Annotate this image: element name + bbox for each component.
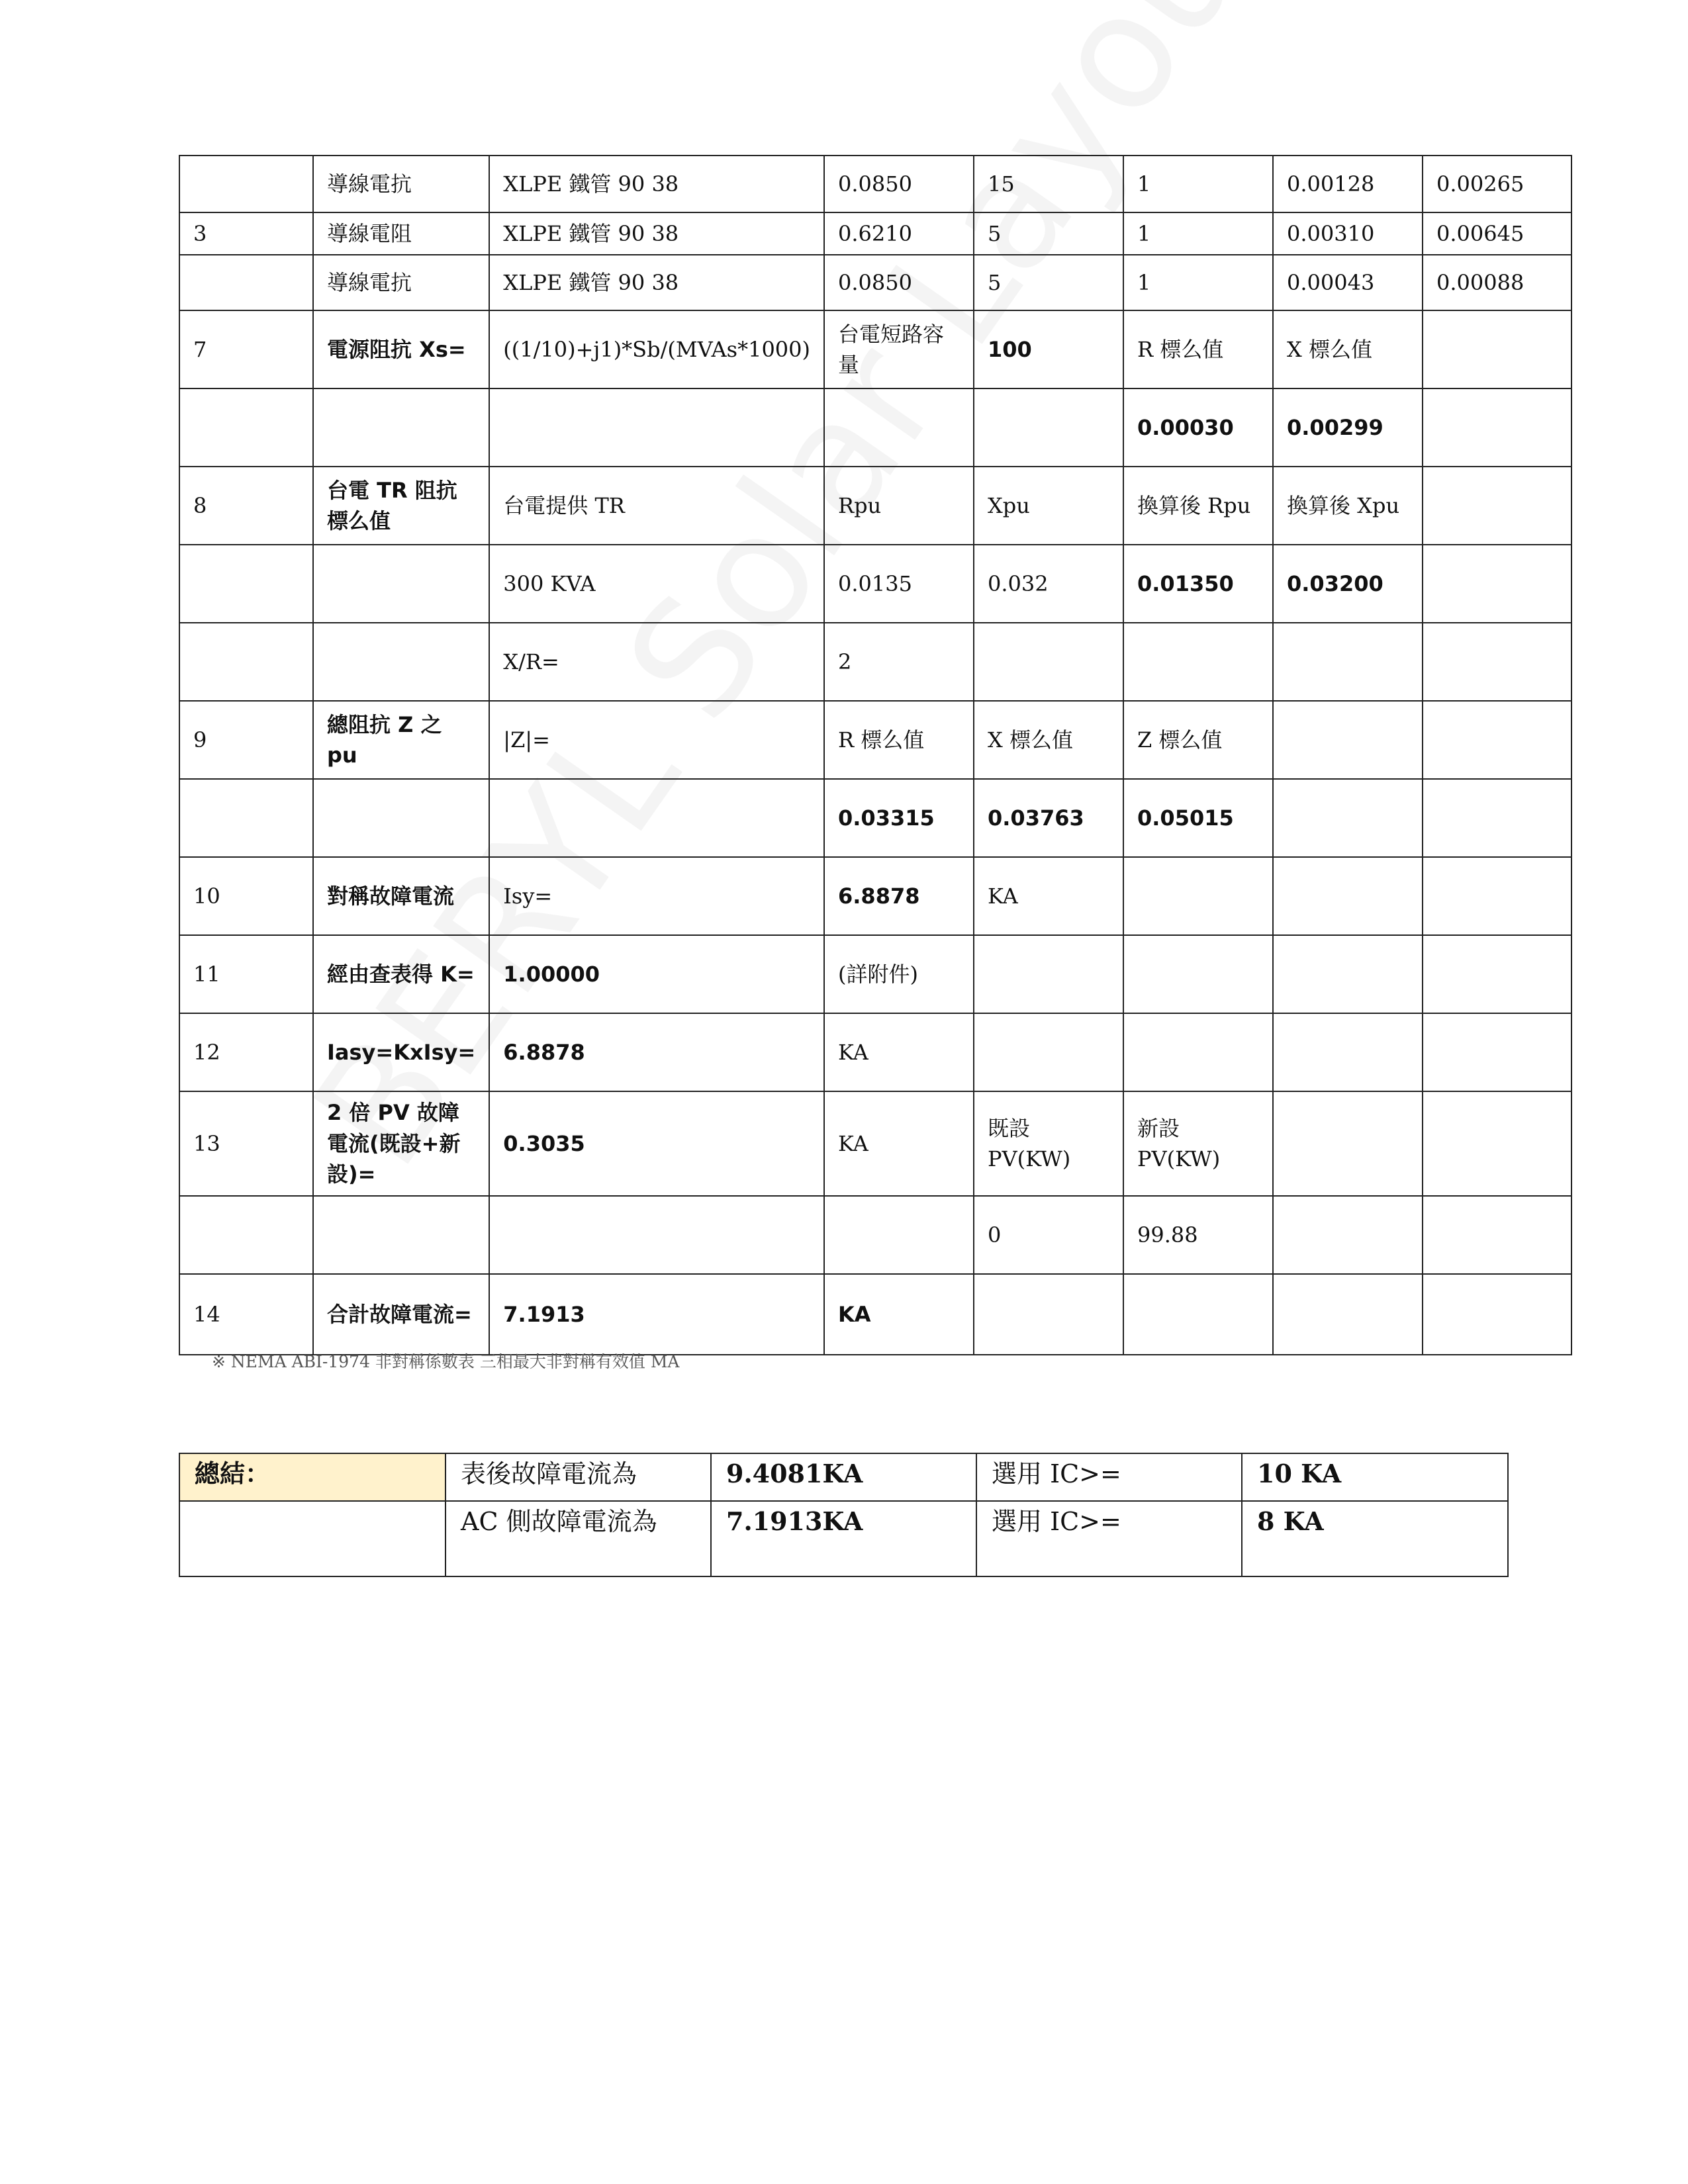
cell-value-4 (1273, 1091, 1423, 1196)
cell-value-2: 15 (974, 156, 1123, 212)
table-row (179, 857, 1571, 935)
cell-value-1: 6.8878 (824, 857, 974, 935)
cell-item-no: 10 (179, 857, 313, 935)
summary-label: 總結： (179, 1453, 445, 1501)
table-row (179, 255, 1571, 310)
cell-value-2: 5 (974, 212, 1123, 255)
cell-formula: 6.8878 (489, 1013, 824, 1091)
cell-value-1: 0.6210 (824, 212, 974, 255)
cell-value-4 (1273, 779, 1423, 857)
cell-value-2 (974, 1274, 1123, 1355)
cell-formula (489, 779, 824, 857)
cell-value-1: KA (824, 1013, 974, 1091)
cell-value-1: 0.03315 (824, 779, 974, 857)
cell-item-name: 導線電抗 (313, 255, 489, 310)
cell-value-3: 1 (1123, 212, 1273, 255)
cell-value-1 (824, 388, 974, 467)
cell-formula: X/R= (489, 623, 824, 701)
cell-value-3 (1123, 623, 1273, 701)
table-row (179, 779, 1571, 857)
cell-formula: 7.1913 (489, 1274, 824, 1355)
cell-formula (489, 388, 824, 467)
table-row (179, 310, 1571, 388)
cell-value-3 (1123, 857, 1273, 935)
cell-value-4: 0.03200 (1273, 545, 1423, 623)
cell-value-2: 0.03763 (974, 779, 1123, 857)
cell-value-1: KA (824, 1274, 974, 1355)
cell-value-3: 新設 PV(KW) (1123, 1091, 1273, 1196)
cell-value-5: 0.00088 (1423, 255, 1571, 310)
cell-value-1 (824, 1196, 974, 1274)
cell-value-2: 既設 PV(KW) (974, 1091, 1123, 1196)
summary-row (179, 1453, 1508, 1501)
table-row (179, 467, 1571, 545)
cell-value-5: 0.00645 (1423, 212, 1571, 255)
cell-value-4 (1273, 1274, 1423, 1355)
cell-value-3 (1123, 935, 1273, 1013)
cell-value-3: 0.05015 (1123, 779, 1273, 857)
cell-value-5 (1423, 467, 1571, 545)
summary-current: 7.1913KA (711, 1501, 976, 1576)
table-row (179, 935, 1571, 1013)
summary-table (179, 1453, 1509, 1577)
cell-value-3: Z 標么值 (1123, 701, 1273, 779)
table-row (179, 1196, 1571, 1274)
cell-item-name: Iasy=KxIsy= (313, 1013, 489, 1091)
cell-value-2 (974, 623, 1123, 701)
cell-value-2: 100 (974, 310, 1123, 388)
cell-value-4 (1273, 1013, 1423, 1091)
cell-value-5 (1423, 545, 1571, 623)
cell-value-2 (974, 388, 1123, 467)
cell-value-4: X 標么值 (1273, 310, 1423, 388)
cell-value-4: 0.00043 (1273, 255, 1423, 310)
footnote: ※ NEMA ABI-1974 非對稱係數表 三相最大非對稱有效值 MA (212, 1352, 680, 1371)
cell-item-no: 7 (179, 310, 313, 388)
summary-ic-rating: 10 KA (1242, 1453, 1508, 1501)
cell-value-5 (1423, 1274, 1571, 1355)
cell-value-5 (1423, 1091, 1571, 1196)
cell-formula: 300 KVA (489, 545, 824, 623)
table-row (179, 388, 1571, 467)
cell-item-no (179, 779, 313, 857)
cell-item-name: 台電 TR 阻抗標么值 (313, 467, 489, 545)
table-row (179, 156, 1571, 212)
cell-item-no: 3 (179, 212, 313, 255)
summary-label-empty (179, 1501, 445, 1576)
cell-value-2: KA (974, 857, 1123, 935)
cell-item-no (179, 156, 313, 212)
cell-value-3: 0.01350 (1123, 545, 1273, 623)
cell-value-1: (詳附件) (824, 935, 974, 1013)
summary-selection-label: 選用 IC>= (976, 1453, 1242, 1501)
cell-item-no (179, 545, 313, 623)
cell-value-5: 0.00265 (1423, 156, 1571, 212)
summary-row (179, 1501, 1508, 1576)
cell-item-name: 2 倍 PV 故障電流(既設+新設)= (313, 1091, 489, 1196)
cell-value-2: 0 (974, 1196, 1123, 1274)
cell-item-no: 12 (179, 1013, 313, 1091)
cell-item-name: 對稱故障電流 (313, 857, 489, 935)
table-row (179, 212, 1571, 255)
cell-value-5 (1423, 1196, 1571, 1274)
cell-item-no (179, 255, 313, 310)
cell-item-no: 14 (179, 1274, 313, 1355)
cell-value-3 (1123, 1013, 1273, 1091)
table-row (179, 1013, 1571, 1091)
cell-item-name: 導線電阻 (313, 212, 489, 255)
summary-current: 9.4081KA (711, 1453, 976, 1501)
cell-value-3: 0.00030 (1123, 388, 1273, 467)
table-row (179, 701, 1571, 779)
cell-value-1: 0.0850 (824, 255, 974, 310)
cell-formula: ((1/10)+j1)*Sb/(MVAs*1000) (489, 310, 824, 388)
cell-value-2: 5 (974, 255, 1123, 310)
cell-item-name (313, 623, 489, 701)
cell-value-2: X 標么值 (974, 701, 1123, 779)
cell-value-4: 0.00299 (1273, 388, 1423, 467)
cell-formula: |Z|= (489, 701, 824, 779)
cell-formula: 台電提供 TR (489, 467, 824, 545)
cell-value-3: 99.88 (1123, 1196, 1273, 1274)
cell-item-name: 經由查表得 K= (313, 935, 489, 1013)
cell-item-no: 11 (179, 935, 313, 1013)
cell-value-1: KA (824, 1091, 974, 1196)
cell-formula (489, 1196, 824, 1274)
cell-value-4: 0.00310 (1273, 212, 1423, 255)
cell-value-2: Xpu (974, 467, 1123, 545)
cell-value-1: 0.0850 (824, 156, 974, 212)
cell-item-no (179, 623, 313, 701)
cell-value-1: 台電短路容量 (824, 310, 974, 388)
cell-value-4 (1273, 857, 1423, 935)
cell-value-1: R 標么值 (824, 701, 974, 779)
summary-ic-rating: 8 KA (1242, 1501, 1508, 1576)
table-row (179, 545, 1571, 623)
cell-value-1: 2 (824, 623, 974, 701)
cell-value-2 (974, 1013, 1123, 1091)
cell-item-name (313, 1196, 489, 1274)
cell-formula: XLPE 鐵管 90 38 (489, 156, 824, 212)
cell-item-no (179, 388, 313, 467)
cell-formula: XLPE 鐵管 90 38 (489, 212, 824, 255)
summary-selection-label: 選用 IC>= (976, 1501, 1242, 1576)
cell-formula: Isy= (489, 857, 824, 935)
calculation-table (179, 155, 1572, 1355)
cell-formula: XLPE 鐵管 90 38 (489, 255, 824, 310)
cell-value-5 (1423, 857, 1571, 935)
cell-value-1: Rpu (824, 467, 974, 545)
cell-value-5 (1423, 935, 1571, 1013)
cell-item-no: 9 (179, 701, 313, 779)
cell-value-4 (1273, 701, 1423, 779)
cell-value-5 (1423, 388, 1571, 467)
cell-value-5 (1423, 310, 1571, 388)
cell-value-4: 換算後 Xpu (1273, 467, 1423, 545)
cell-value-3: 1 (1123, 156, 1273, 212)
cell-item-name: 導線電抗 (313, 156, 489, 212)
cell-item-no: 8 (179, 467, 313, 545)
cell-value-4: 0.00128 (1273, 156, 1423, 212)
cell-value-2: 0.032 (974, 545, 1123, 623)
cell-value-3: 1 (1123, 255, 1273, 310)
table-row (179, 1274, 1571, 1355)
cell-value-5 (1423, 779, 1571, 857)
cell-value-4 (1273, 623, 1423, 701)
summary-description: 表後故障電流為 (445, 1453, 711, 1501)
cell-item-name (313, 388, 489, 467)
cell-item-no: 13 (179, 1091, 313, 1196)
cell-item-no (179, 1196, 313, 1274)
cell-value-5 (1423, 623, 1571, 701)
cell-value-1: 0.0135 (824, 545, 974, 623)
table-row (179, 623, 1571, 701)
cell-value-2 (974, 935, 1123, 1013)
cell-formula: 0.3035 (489, 1091, 824, 1196)
cell-value-3 (1123, 1274, 1273, 1355)
cell-value-5 (1423, 1013, 1571, 1091)
cell-item-name (313, 779, 489, 857)
cell-value-4 (1273, 935, 1423, 1013)
cell-value-3: R 標么值 (1123, 310, 1273, 388)
cell-item-name (313, 545, 489, 623)
table-row (179, 1091, 1571, 1196)
summary-description: AC 側故障電流為 (445, 1501, 711, 1576)
cell-item-name: 總阻抗 Z 之 pu (313, 701, 489, 779)
cell-item-name: 電源阻抗 Xs= (313, 310, 489, 388)
cell-value-3: 換算後 Rpu (1123, 467, 1273, 545)
cell-formula: 1.00000 (489, 935, 824, 1013)
cell-item-name: 合計故障電流= (313, 1274, 489, 1355)
cell-value-5 (1423, 701, 1571, 779)
cell-value-4 (1273, 1196, 1423, 1274)
